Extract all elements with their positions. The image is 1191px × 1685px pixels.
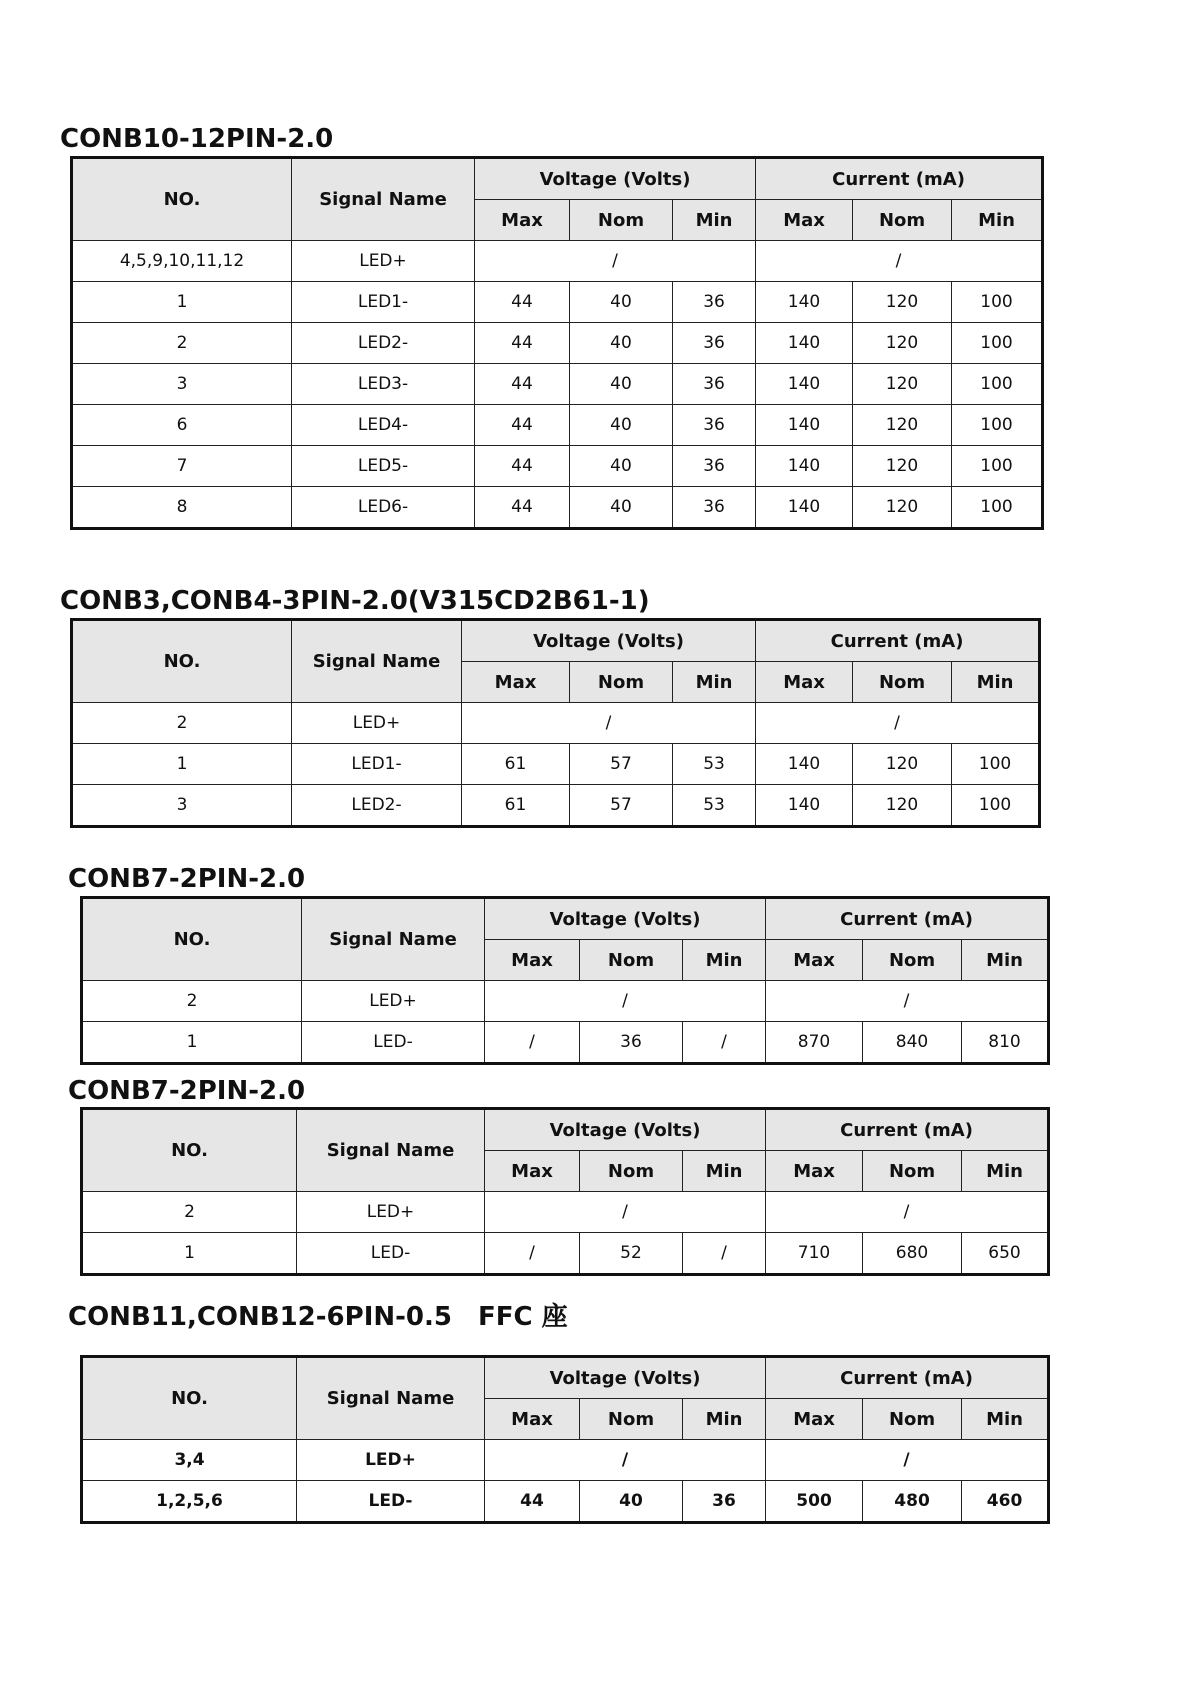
header-max: Max (485, 1399, 580, 1440)
cell-voltage-nom: 40 (570, 282, 673, 323)
header-max: Max (462, 662, 570, 703)
cell-voltage-nom: 57 (570, 785, 673, 827)
table-row (72, 405, 1043, 446)
header-row (82, 1357, 1049, 1399)
cell-signal-name: LED- (297, 1233, 485, 1275)
cell-current-nom: 120 (853, 405, 952, 446)
table-row (72, 323, 1043, 364)
cell-no: 2 (82, 981, 302, 1022)
cell-current-merged: / (756, 703, 1040, 744)
table-row (72, 241, 1043, 282)
cell-current-min: 100 (952, 364, 1043, 405)
header-min: Min (952, 662, 1040, 703)
header-min: Min (683, 940, 766, 981)
header-nom: Nom (580, 940, 683, 981)
section-title: CONB11,CONB12-6PIN-0.5 FFC 座 (68, 1302, 568, 1332)
header-min: Min (673, 662, 756, 703)
cell-voltage-max: 44 (475, 282, 570, 323)
cell-signal-name: LED4- (292, 405, 475, 446)
cell-voltage-nom: 40 (570, 364, 673, 405)
cell-signal-name: LED1- (292, 282, 475, 323)
header-no: NO. (82, 1357, 297, 1440)
table-row (72, 364, 1043, 405)
header-nom: Nom (570, 200, 673, 241)
cell-voltage-max: 44 (475, 446, 570, 487)
cell-voltage-min: 36 (673, 323, 756, 364)
cell-current-max: 140 (756, 323, 853, 364)
cell-no: 8 (72, 487, 292, 529)
header-nom: Nom (570, 662, 673, 703)
cell-voltage-min: 36 (673, 487, 756, 529)
cell-current-max: 140 (756, 446, 853, 487)
header-max: Max (475, 200, 570, 241)
cell-voltage-max: 61 (462, 744, 570, 785)
table-row (72, 446, 1043, 487)
cell-current-nom: 120 (853, 487, 952, 529)
cell-voltage-max: 61 (462, 785, 570, 827)
cell-no: 1 (72, 744, 292, 785)
cell-no: 1 (82, 1022, 302, 1064)
header-min: Min (683, 1151, 766, 1192)
header-nom: Nom (853, 200, 952, 241)
cell-current-max: 140 (756, 487, 853, 529)
table-row (82, 981, 1049, 1022)
header-signal-name: Signal Name (292, 158, 475, 241)
table-row (72, 703, 1040, 744)
header-max: Max (766, 940, 863, 981)
cell-current-max: 870 (766, 1022, 863, 1064)
cell-signal-name: LED5- (292, 446, 475, 487)
cell-signal-name: LED3- (292, 364, 475, 405)
cell-current-max: 140 (756, 744, 853, 785)
cell-no: 4,5,9,10,11,12 (72, 241, 292, 282)
cell-current-min: 810 (962, 1022, 1049, 1064)
header-voltage: Voltage (Volts) (462, 620, 756, 662)
cell-voltage-max: 44 (475, 487, 570, 529)
header-current: Current (mA) (756, 158, 1043, 200)
table-row (72, 487, 1043, 529)
cell-current-max: 500 (766, 1481, 863, 1523)
cell-no: 3 (72, 785, 292, 827)
cell-current-max: 140 (756, 282, 853, 323)
cell-no: 2 (82, 1192, 297, 1233)
cell-signal-name: LED+ (297, 1192, 485, 1233)
cell-current-max: 710 (766, 1233, 863, 1275)
header-min: Min (683, 1399, 766, 1440)
cell-voltage-min: 53 (673, 744, 756, 785)
header-max: Max (756, 200, 853, 241)
header-row (82, 1109, 1049, 1151)
header-row (72, 158, 1043, 200)
cell-current-min: 100 (952, 744, 1040, 785)
cell-current-nom: 120 (853, 364, 952, 405)
cell-voltage-min: 53 (673, 785, 756, 827)
cell-current-min: 100 (952, 785, 1040, 827)
cell-no: 1 (82, 1233, 297, 1275)
header-signal-name: Signal Name (297, 1109, 485, 1192)
spec-table (80, 1107, 1050, 1276)
cell-no: 1,2,5,6 (82, 1481, 297, 1523)
cell-current-nom: 120 (853, 282, 952, 323)
header-no: NO. (82, 1109, 297, 1192)
cell-voltage-max: 44 (485, 1481, 580, 1523)
cell-voltage-max: / (485, 1022, 580, 1064)
header-current: Current (mA) (766, 898, 1049, 940)
header-no: NO. (72, 620, 292, 703)
cell-signal-name: LED1- (292, 744, 462, 785)
header-nom: Nom (863, 1151, 962, 1192)
cell-voltage-max: 44 (475, 405, 570, 446)
header-nom: Nom (853, 662, 952, 703)
cell-voltage-nom: 40 (570, 323, 673, 364)
cell-voltage-nom: 40 (580, 1481, 683, 1523)
cell-voltage-min: 36 (683, 1481, 766, 1523)
cell-voltage-max: / (485, 1233, 580, 1275)
cell-voltage-min: 36 (673, 364, 756, 405)
section-title: CONB7-2PIN-2.0 (68, 1076, 306, 1106)
cell-current-nom: 680 (863, 1233, 962, 1275)
cell-signal-name: LED+ (292, 241, 475, 282)
cell-voltage-min: / (683, 1233, 766, 1275)
header-voltage: Voltage (Volts) (485, 898, 766, 940)
header-current: Current (mA) (756, 620, 1040, 662)
spec-table (70, 618, 1041, 828)
header-max: Max (766, 1399, 863, 1440)
section-title: CONB3,CONB4-3PIN-2.0(V315CD2B61-1) (60, 586, 650, 616)
cell-voltage-nom: 36 (580, 1022, 683, 1064)
cell-current-merged: / (766, 1192, 1049, 1233)
cell-current-min: 100 (952, 282, 1043, 323)
cell-current-min: 650 (962, 1233, 1049, 1275)
cell-signal-name: LED+ (297, 1440, 485, 1481)
cell-voltage-nom: 40 (570, 487, 673, 529)
table-row (72, 785, 1040, 827)
table-row (72, 282, 1043, 323)
cell-signal-name: LED2- (292, 323, 475, 364)
header-max: Max (485, 940, 580, 981)
cell-current-merged: / (756, 241, 1043, 282)
cell-current-merged: / (766, 1440, 1049, 1481)
cell-voltage-min: 36 (673, 282, 756, 323)
cell-current-min: 100 (952, 405, 1043, 446)
cell-voltage-min: / (683, 1022, 766, 1064)
table-row (82, 1022, 1049, 1064)
cell-signal-name: LED- (297, 1481, 485, 1523)
header-nom: Nom (580, 1399, 683, 1440)
cell-voltage-max: 44 (475, 323, 570, 364)
header-current: Current (mA) (766, 1357, 1049, 1399)
cell-signal-name: LED6- (292, 487, 475, 529)
cell-no: 7 (72, 446, 292, 487)
cell-current-max: 140 (756, 364, 853, 405)
header-max: Max (485, 1151, 580, 1192)
header-nom: Nom (863, 940, 962, 981)
cell-voltage-nom: 40 (570, 446, 673, 487)
cell-voltage-min: 36 (673, 405, 756, 446)
cell-current-min: 100 (952, 323, 1043, 364)
cell-signal-name: LED+ (302, 981, 485, 1022)
table-row (82, 1192, 1049, 1233)
header-min: Min (962, 1151, 1049, 1192)
header-signal-name: Signal Name (297, 1357, 485, 1440)
cell-current-nom: 480 (863, 1481, 962, 1523)
cell-current-nom: 840 (863, 1022, 962, 1064)
cell-voltage-merged: / (462, 703, 756, 744)
cell-current-merged: / (766, 981, 1049, 1022)
section-title: CONB10-12PIN-2.0 (60, 124, 334, 154)
cell-voltage-min: 36 (673, 446, 756, 487)
table-row (82, 1233, 1049, 1275)
spec-table (80, 1355, 1050, 1524)
header-row (72, 620, 1040, 662)
cell-current-nom: 120 (853, 785, 952, 827)
header-max: Max (756, 662, 853, 703)
header-voltage: Voltage (Volts) (475, 158, 756, 200)
spec-table (80, 896, 1050, 1065)
cell-voltage-merged: / (485, 1192, 766, 1233)
header-voltage: Voltage (Volts) (485, 1357, 766, 1399)
cell-voltage-merged: / (475, 241, 756, 282)
cell-current-nom: 120 (853, 323, 952, 364)
cell-current-min: 460 (962, 1481, 1049, 1523)
table-row (82, 1481, 1049, 1523)
table-row (82, 1440, 1049, 1481)
header-min: Min (673, 200, 756, 241)
header-current: Current (mA) (766, 1109, 1049, 1151)
header-min: Min (952, 200, 1043, 241)
cell-voltage-nom: 57 (570, 744, 673, 785)
cell-no: 6 (72, 405, 292, 446)
cell-no: 2 (72, 323, 292, 364)
header-no: NO. (82, 898, 302, 981)
cell-voltage-max: 44 (475, 364, 570, 405)
header-row (82, 898, 1049, 940)
cell-no: 3 (72, 364, 292, 405)
cell-current-min: 100 (952, 446, 1043, 487)
cell-voltage-nom: 52 (580, 1233, 683, 1275)
cell-no: 1 (72, 282, 292, 323)
header-no: NO. (72, 158, 292, 241)
header-voltage: Voltage (Volts) (485, 1109, 766, 1151)
header-nom: Nom (863, 1399, 962, 1440)
section-title: CONB7-2PIN-2.0 (68, 864, 306, 894)
header-max: Max (766, 1151, 863, 1192)
cell-signal-name: LED2- (292, 785, 462, 827)
header-min: Min (962, 940, 1049, 981)
spec-table (70, 156, 1044, 530)
cell-no: 3,4 (82, 1440, 297, 1481)
cell-current-nom: 120 (853, 744, 952, 785)
cell-signal-name: LED+ (292, 703, 462, 744)
header-min: Min (962, 1399, 1049, 1440)
cell-current-nom: 120 (853, 446, 952, 487)
cell-current-min: 100 (952, 487, 1043, 529)
cell-current-max: 140 (756, 405, 853, 446)
table-row (72, 744, 1040, 785)
header-nom: Nom (580, 1151, 683, 1192)
cell-no: 2 (72, 703, 292, 744)
header-signal-name: Signal Name (302, 898, 485, 981)
cell-voltage-merged: / (485, 1440, 766, 1481)
header-signal-name: Signal Name (292, 620, 462, 703)
cell-voltage-merged: / (485, 981, 766, 1022)
cell-voltage-nom: 40 (570, 405, 673, 446)
cell-signal-name: LED- (302, 1022, 485, 1064)
cell-current-max: 140 (756, 785, 853, 827)
